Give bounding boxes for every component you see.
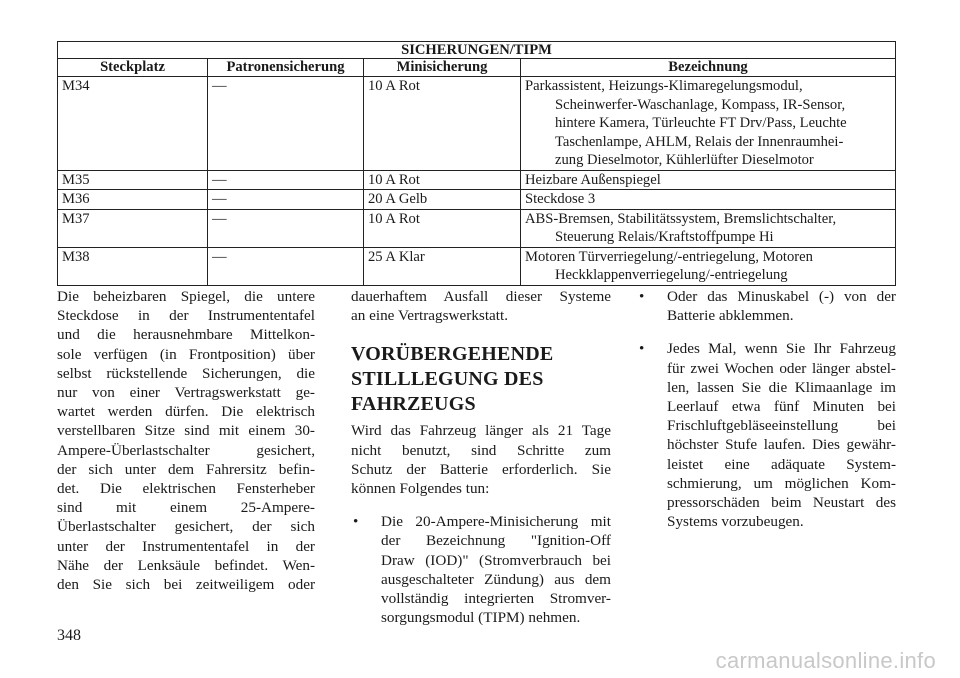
text-line: Nähe der Lenksäule befindet. Wen- [57, 556, 315, 574]
intro-paragraph [351, 287, 611, 325]
text-line: an eine Vertragswerkstatt. [351, 307, 509, 325]
table-row [58, 170, 896, 190]
text-line: Wird das Fahrzeug länger als 21 Tage [351, 422, 611, 440]
table-row [58, 190, 896, 210]
text-line: Draw (IOD)" (Stromverbrauch bei [381, 551, 611, 569]
text-line: Steckdose in der Instrumententafel [57, 307, 315, 325]
text-line: sind mit einem 25-Ampere- [57, 499, 315, 517]
cell-description [521, 190, 896, 210]
text-line: Jedes Mal, wenn Sie Ihr Fahrzeug [667, 340, 896, 358]
text-line: Systems vorzubeugen. [667, 513, 804, 531]
list-item [351, 512, 611, 627]
cell-description [521, 170, 896, 190]
description-line: Steuerung Relais/Kraftstoffpumpe Hi [555, 229, 774, 245]
description-line: Heckklappenverriegelung/-entriegelung [555, 267, 788, 283]
cell-slot: M38 [58, 247, 208, 285]
watermark: carmanualsonline.info [715, 648, 936, 673]
table-row [58, 247, 896, 285]
description-line: Heizbare Außenspiegel [525, 171, 661, 188]
description-line: Motoren Türverriegelung/-entriegelung, Motoren [525, 248, 813, 265]
text-line: Frischluftgebläseeinstellung bei [667, 417, 896, 435]
column-header: Patronensicherung [208, 59, 364, 77]
cell-mini: 10 A Rot [364, 209, 521, 247]
text-line: ausgeschalteter Zündung) aus dem [381, 570, 611, 588]
column-3 [637, 287, 896, 531]
cell-slot: M35 [58, 170, 208, 190]
description-line: hintere Kamera, Türleuchte FT Drv/Pass, Leuchte [555, 115, 847, 131]
table-row [58, 77, 896, 171]
bullet-icon: • [353, 513, 359, 531]
text-line: nur von einer Vertragswerkstatt ge- [57, 384, 315, 402]
fuse-table [57, 41, 896, 286]
bullet-icon: • [639, 340, 645, 358]
heading-line: STILLLEGUNG DES [351, 368, 544, 391]
text-line: vollständig integrierten Stromver- [381, 590, 611, 608]
text-line: Batterie abklemmen. [667, 307, 794, 325]
text-line: Ampere-Überlastschalter gesichert, [57, 441, 315, 459]
text-line: det. Die elektrischen Fensterheber [57, 480, 315, 498]
text-line: dauerhaftem Ausfall dieser Systeme [351, 288, 611, 305]
cell-cartridge: — [208, 247, 364, 285]
description-line: ABS-Bremsen, Stabilitätssystem, Bremslichtschalter, [525, 210, 837, 227]
table-row [58, 209, 896, 247]
text-line: und die herausnehmbare Mittelkon- [57, 326, 315, 344]
cell-description [521, 247, 896, 285]
list-item [637, 339, 896, 531]
text-line: sorgungsmodul (TIPM) nehmen. [381, 609, 581, 627]
text-line: Oder das Minuskabel (-) von der [667, 288, 896, 305]
bullet-icon: • [639, 288, 645, 305]
cell-cartridge: — [208, 170, 364, 190]
heading-line: VORÜBERGEHENDE [351, 343, 554, 366]
list-item [637, 287, 896, 325]
column-header: Bezeichnung [521, 59, 896, 77]
table-title: SICHERUNGEN/TIPM [58, 42, 896, 59]
section-heading [351, 342, 611, 417]
page-number: 348 [57, 627, 81, 644]
text-line: Schutz der Batterie erforderlich. Sie [351, 460, 611, 478]
heading-line: FAHRZEUGS [351, 393, 476, 416]
cell-slot: M37 [58, 209, 208, 247]
text-line: len, lassen Sie die Klimaanlage im [667, 378, 896, 396]
text-line: der sich unter dem Fahrersitz befin- [57, 460, 315, 478]
text-line: wartet werden dürfen. Die elektrisch [57, 403, 315, 421]
cell-mini: 20 A Gelb [364, 190, 521, 210]
cell-cartridge: — [208, 190, 364, 210]
cell-description [521, 209, 896, 247]
cell-slot: M34 [58, 77, 208, 171]
cell-mini: 25 A Klar [364, 247, 521, 285]
description-line: Scheinwerfer-Waschanlage, Kompass, IR-Sensor, [555, 96, 846, 113]
column-2 [351, 287, 611, 627]
text-line: Die beheizbaren Spiegel, die untere [57, 288, 315, 305]
text-line: verstellbaren Sitze sind mit einem 30- [57, 422, 315, 440]
text-line: Überlastschalter gesichert, der sich [57, 518, 315, 536]
cell-mini: 10 A Rot [364, 77, 521, 171]
cell-cartridge: — [208, 209, 364, 247]
text-line: selbst rückstellende Sicherungen, die [57, 364, 315, 382]
column-1 [57, 287, 315, 594]
description-line: Taschenlampe, AHLM, Relais der Innenraumhei- [555, 133, 844, 150]
text-line: Die 20-Ampere-Minisicherung mit [381, 513, 611, 531]
cell-mini: 10 A Rot [364, 170, 521, 190]
text-line: höchster Stufe laufen. Dies gewähr- [667, 436, 896, 454]
cell-description [521, 77, 896, 171]
text-line: der Bezeichnung "Ignition-Off [381, 532, 611, 550]
description-line: Steckdose 3 [525, 191, 596, 207]
text-line: für zwei Wochen oder länger abstel- [667, 359, 896, 377]
cell-cartridge: — [208, 77, 364, 171]
text-line: nicht benutzt, sind Schritte zum [351, 441, 611, 459]
description-line: Parkassistent, Heizungs-Klimaregelungsmodul, [525, 78, 803, 94]
text-line: können Folgendes tun: [351, 480, 490, 498]
text-line: unter der Instrumententafel in der [57, 537, 315, 555]
cell-slot: M36 [58, 190, 208, 210]
text-line: den Sie sich bei zeitweiligem oder [57, 576, 315, 594]
text-line: sole verfügen (in Frontposition) über [57, 345, 315, 363]
text-line: pressorschäden beim Neustart des [667, 494, 896, 512]
description-line: zung Dieselmotor, Kühlerlüfter Dieselmotor [555, 152, 814, 168]
column-header: Minisicherung [364, 59, 521, 77]
text-line: schmierung, um möglichen Kom- [667, 474, 896, 492]
section-paragraph [351, 421, 611, 498]
text-line: leistet eine adäquate System- [667, 455, 896, 473]
text-line: Leerlauf etwa fünf Minuten bei [667, 398, 896, 416]
column-header: Steckplatz [58, 59, 208, 77]
